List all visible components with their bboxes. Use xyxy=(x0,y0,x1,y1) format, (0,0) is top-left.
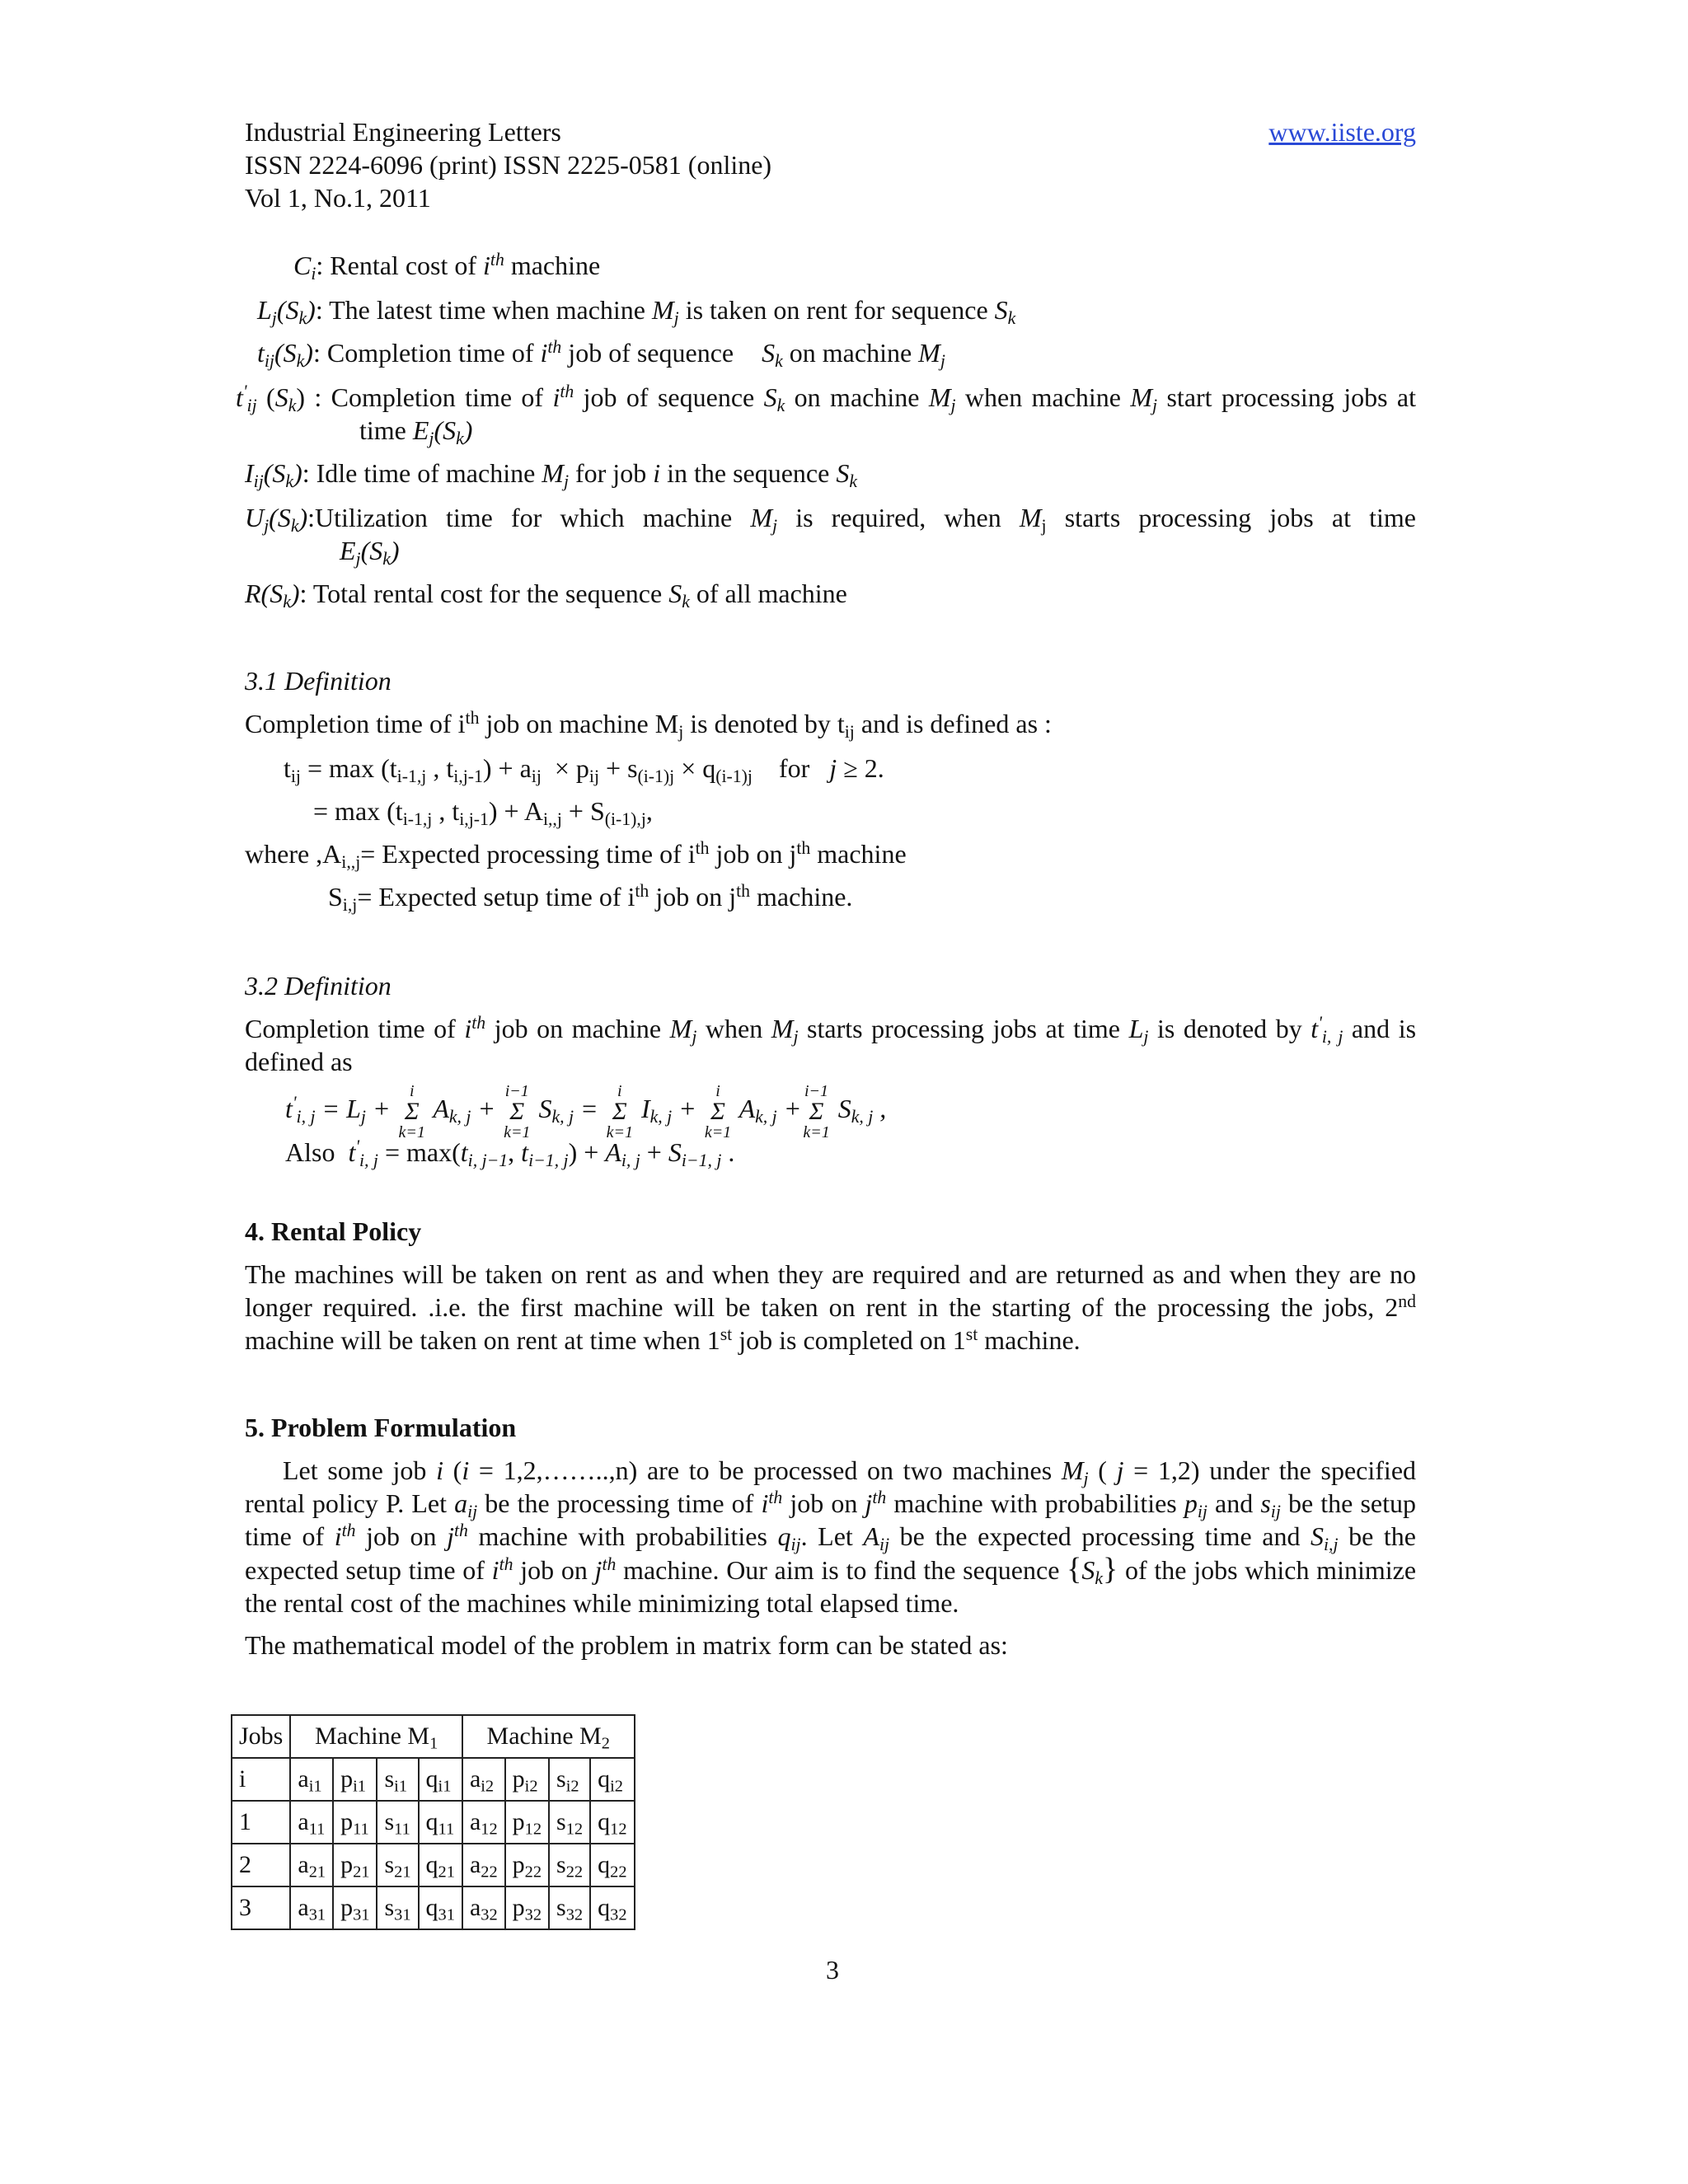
notation-iij: $I_{ij}(S_k)$: Idle time of machine $M_j$ for job i in the sequence $S_k$ xyxy=(245,458,857,492)
matrix-cell: $p_{12}$ xyxy=(505,1801,549,1844)
matrix-cell: $q_{11}$ xyxy=(419,1801,462,1844)
machine2-header: Machine $M_2$ xyxy=(462,1715,635,1758)
matrix-cell: $q_{32}$ xyxy=(590,1886,634,1929)
matrix-cell: $p_{31}$ xyxy=(333,1886,377,1929)
notation-tprime-cont: time $E_j(S_k)$ xyxy=(359,415,473,449)
def32-formula: $t'_{i, j} = L_j$ + i Σ k=1 $A_{k, j}$ + i−1 Σ k=1 $S_{k, j}$ = i Σ k=1 $I_{k, j}$ + i Σ k=1 $A_{k, j}$ + i−1 Σ k=1 $S_{k, j}$ , xyxy=(285,1081,887,1141)
sec5-heading: 5. Problem Formulation xyxy=(245,1413,517,1442)
jobs-header: Jobs xyxy=(232,1715,290,1758)
matrix-cell: $s_{22}$ xyxy=(549,1844,590,1886)
notation-uj: $U_j(S_k):Utilization$ time for which machine $M_j$ is required, when $M_j$ starts processing jobs at time xyxy=(245,503,1417,537)
matrix-cell: $a_{21}$ xyxy=(290,1844,333,1886)
table-row xyxy=(232,1758,635,1801)
matrix-cell: $p_{22}$ xyxy=(505,1844,549,1886)
volume-line: Vol 1, No.1, 2011 xyxy=(245,183,431,213)
def32-line1: Completion time of $i^{th}$ job on machine $M_j$ when $M_j$ starts processing jobs at time $L_j$ is denoted by $t'_{i, j}$ and is xyxy=(245,1013,1417,1047)
matrix-cell: $q_{i2}$ xyxy=(590,1758,634,1801)
job-cell: 1 xyxy=(232,1801,290,1844)
sec4-heading: 4. Rental Policy xyxy=(245,1216,422,1246)
matrix-cell: $a_{i1}$ xyxy=(290,1758,333,1801)
job-cell: 3 xyxy=(232,1886,290,1929)
matrix-cell: $a_{31}$ xyxy=(290,1886,333,1929)
matrix-cell: $p_{i2}$ xyxy=(505,1758,549,1801)
matrix-cell: $s_{12}$ xyxy=(549,1801,590,1844)
matrix-cell: $s_{11}$ xyxy=(377,1801,418,1844)
table-row xyxy=(232,1844,635,1886)
table-row xyxy=(232,1886,635,1929)
notation-rs: $R(S_k)$: Total rental cost for the sequence $S_k$ of all machine xyxy=(245,579,847,612)
notation-uj-cont: $E_j(S_k)$ xyxy=(340,536,400,569)
matrix-cell: $q_{31}$ xyxy=(419,1886,462,1929)
matrix-cell: $p_{i1}$ xyxy=(333,1758,377,1801)
matrix-cell: $s_{32}$ xyxy=(549,1886,590,1929)
matrix-cell: $a_{22}$ xyxy=(462,1844,505,1886)
def31-where: where $,A_{i,,j}=$ Expected processing time of $i^{th}$ job on $j^{th}$ machine xyxy=(245,838,907,873)
sec4-paragraph: The machines will be taken on rent as and when they are required and are returned as and when they are no longer required. .i.e. the first machine will be taken on rent in the starting of the processing the jobs, 2nd machine will be taken on rent at time when 1st job is completed on 1st machine. xyxy=(245,1259,1416,1355)
sec5-paragraph-2: The mathematical model of the problem in matrix form can be stated as: xyxy=(245,1630,1008,1660)
machine1-header: Machine $M_1$ xyxy=(290,1715,462,1758)
matrix-cell: $s_{i1}$ xyxy=(377,1758,418,1801)
matrix-cell: $a_{12}$ xyxy=(462,1801,505,1844)
table-row xyxy=(232,1801,635,1844)
page-number: 3 xyxy=(826,1955,839,1985)
website-link[interactable]: www.iiste.org xyxy=(1268,117,1416,147)
journal-title: Industrial Engineering Letters xyxy=(245,117,561,147)
matrix-cell: $q_{12}$ xyxy=(590,1801,634,1844)
def31-heading: 3.1 Definition xyxy=(245,666,392,696)
notation-ci: $C_i$: Rental cost of $i^{th}$ machine xyxy=(293,250,601,284)
matrix-cell: $q_{22}$ xyxy=(590,1844,634,1886)
notation-tprime: $t'_{ij}$ $(S_k)$ : Completion time of $i^{th}$ job of sequence $S_k$ on machine $M_j$ when machine $M_j$ start processing jobs at xyxy=(236,382,1417,416)
sec5-paragraph: Let some job i (i = 1,2,……..,n) are to be processed on two machines $M_j$ ( j = 1,2) under the specified rental policy P. Let $a_{ij}$ be the processing time of $i^{th}$ job on $j^{th}$ machine with probabilities $p_{ij}$ and $s_{ij}$ be the setup time of $i^{th}$ job on $j^{th}$ machine with probabilities $q_{ij}$. Let $A_{ij}$ be the expected processing time and $S_{i,j}$ be the expected setup time of $i^{th}$ job on $j^{th}$ machine. Our aim is to find the sequence $\{S_k\}$ of the jobs which minimize the rental cost of the machines while minimizing total elapsed time. xyxy=(245,1455,1417,1618)
matrix-cell: $a_{11}$ xyxy=(290,1801,333,1844)
def32-line2: defined as xyxy=(245,1047,353,1076)
job-cell: i xyxy=(232,1758,290,1801)
notation-lj: $L_j(S_k)$: The latest time when machine $M_j$ is taken on rent for sequence $S_k$ xyxy=(257,295,1016,329)
def31-eq1: $t_{ij} = \max (t_{i-1,j}$ , $t_{i,j-1}) + a_{ij} \times p_{ij} + s_{(i-1)j} \times q_{(i-1)j}$ for j ≥ 2. xyxy=(284,753,884,787)
matrix-cell: $p_{32}$ xyxy=(505,1886,549,1929)
matrix-table xyxy=(231,1714,635,1930)
matrix-cell: $q_{21}$ xyxy=(419,1844,462,1886)
matrix-cell: $a_{i2}$ xyxy=(462,1758,505,1801)
def32-heading: 3.2 Definition xyxy=(245,971,392,1001)
issn-line: ISSN 2224-6096 (print) ISSN 2225-0581 (online) xyxy=(245,150,772,180)
job-cell: 2 xyxy=(232,1844,290,1886)
matrix-cell: $p_{11}$ xyxy=(333,1801,377,1844)
table-header-row xyxy=(232,1715,635,1758)
matrix-cell: $a_{32}$ xyxy=(462,1886,505,1929)
def31-eq2: = $\max (t_{i-1,j}$ , $t_{i,j-1}) + A_{i,,j} + S_{(i-1),j}$, xyxy=(313,796,653,830)
def32-also: Also $t'_{i, j} = \max(t_{i, j-1}$, $t_{i-1, j}) + A_{i, j} + S_{i-1, j}$ . xyxy=(285,1137,735,1171)
matrix-cell: $s_{21}$ xyxy=(377,1844,418,1886)
notation-tij: $t_{ij}(S_k)$: Completion time of $i^{th}$ job of sequence $S_k$ on machine $M_j$ xyxy=(257,337,945,372)
matrix-cell: $s_{31}$ xyxy=(377,1886,418,1929)
matrix-cell: $s_{i2}$ xyxy=(549,1758,590,1801)
def31-line1: Completion time of $i^{th}$ job on machine $M_j$ is denoted by $t_{ij}$ and is defined as : xyxy=(245,708,1052,743)
matrix-cell: $q_{i1}$ xyxy=(419,1758,462,1801)
def31-setup: $S_{i,j}=$ Expected setup time of $i^{th}$ job on $j^{th}$ machine. xyxy=(328,881,853,916)
matrix-cell: $p_{21}$ xyxy=(333,1844,377,1886)
